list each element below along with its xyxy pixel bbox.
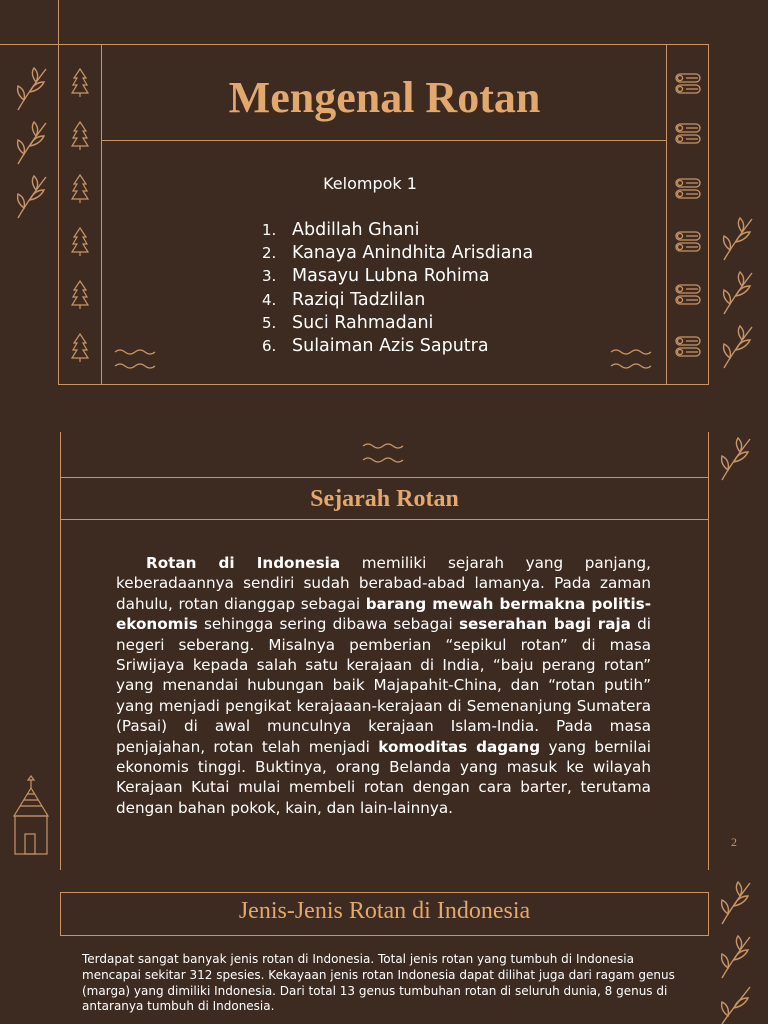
log-pile-icon <box>674 122 704 146</box>
list-item <box>262 289 533 312</box>
leaf-branch-icon <box>720 270 756 316</box>
log-pile-icon <box>674 335 704 359</box>
leaf-branch-icon <box>14 120 50 166</box>
leaf-branch-icon <box>718 934 754 980</box>
leaf-branch-icon <box>14 174 50 220</box>
leaf-branch-icon <box>718 984 754 1024</box>
list-number: 5. <box>262 313 277 332</box>
group-label: Kelompok 1 <box>323 174 417 193</box>
pine-tree-icon <box>70 68 90 98</box>
history-text-part: Rotan di Indonesia <box>146 554 341 572</box>
pine-tree-icon <box>70 174 90 204</box>
history-frame-top <box>60 477 709 478</box>
hut-icon <box>10 774 52 858</box>
pine-tree-icon <box>70 333 90 363</box>
page-title: Mengenal Rotan <box>228 73 541 122</box>
member-name: Raziqi Tadzlilan <box>292 289 426 310</box>
history-text-part: di negeri seberang. Misalnya pemberian “sepikul rotan” di masa Sriwijaya kepada salah satu kerajaan di India, “baju perang rotan” yang menandai hubungan baik Majapahit-China, dan “rotan putih” yang menjadi pengikat kerajaaan-kerajaan di Semenanjung Sumatera (Pasai) di awal munculnya kerajaan Islam-India. Pada masa penjajahan, rotan telah menjadi <box>116 615 651 756</box>
pine-tree-icon <box>70 227 90 257</box>
history-text-part: barang mewah bermakna politis-ekonomis <box>116 594 651 634</box>
leaf-branch-icon <box>718 880 754 926</box>
title-card-border-left <box>58 44 59 385</box>
leaf-branch-icon <box>720 216 756 262</box>
wave-icon <box>362 440 406 466</box>
top-left-corner-frame-h <box>0 44 59 45</box>
list-number: 3. <box>262 267 277 286</box>
list-number: 6. <box>262 337 277 356</box>
log-pile-icon <box>674 283 704 307</box>
types-frame-bottom <box>60 935 709 936</box>
history-paragraph <box>116 553 651 818</box>
list-number: 2. <box>262 244 277 263</box>
leaf-branch-icon <box>720 324 756 370</box>
member-name: Suci Rahmadani <box>292 312 434 333</box>
list-item <box>262 242 533 265</box>
leaf-branch-icon <box>718 436 754 482</box>
wave-icon <box>610 346 654 372</box>
types-frame-top <box>60 892 709 893</box>
history-text-part: seserahan bagi raja <box>458 615 631 634</box>
list-item <box>262 265 533 288</box>
history-text-part: yang bernilai ekonomis tinggi. Buktinya, orang Belanda yang masuk ke wilayah Kerajaan Kutai mulai membeli rotan dengan cara barter, terutama dengan bahan pokok, kain, dan lain-lainnya. <box>116 737 651 817</box>
log-pile-icon <box>674 230 704 254</box>
history-text-part: sehingga sering dibawa sebagai <box>197 615 459 634</box>
title-card-border-bottom <box>58 384 709 385</box>
title-divider <box>101 140 667 141</box>
history-heading: Sejarah Rotan <box>310 486 459 512</box>
history-frame-right <box>708 432 709 870</box>
title-card-border-right <box>708 44 709 385</box>
types-frame-right <box>708 892 709 936</box>
list-item <box>262 219 533 242</box>
history-heading-divider <box>60 519 709 520</box>
list-number: 1. <box>262 221 277 239</box>
history-text-part: komoditas dagang <box>378 737 541 756</box>
log-pile-icon <box>674 72 704 96</box>
title-card-border-top <box>58 44 709 45</box>
pine-tree-icon <box>70 280 90 310</box>
list-item <box>262 335 533 358</box>
log-pile-icon <box>674 177 704 201</box>
pine-tree-icon <box>70 121 90 151</box>
member-name: Masayu Lubna Rohima <box>292 266 490 287</box>
types-heading: Jenis-Jenis Rotan di Indonesia <box>238 898 531 924</box>
types-frame-left <box>60 892 61 936</box>
leaf-branch-icon <box>14 66 50 112</box>
top-left-corner-frame-v <box>58 0 59 44</box>
member-name: Kanaya Anindhita Arisdiana <box>292 243 534 264</box>
types-paragraph: Terdapat sangat banyak jenis rotan di Indonesia. Total jenis rotan yang tumbuh di Indonesia mencapai sekitar 312 spesies. Kekayaan jenis rotan Indonesia dapat dilihat juga dari ragam genus (marga) yang dimiliki Indonesia. Dari total 13 genus tumbuhan rotan di seluruh dunia, 8 genus di antaranya tumbuh di Indonesia. <box>82 952 675 1014</box>
member-list <box>262 219 533 358</box>
list-number: 4. <box>262 290 277 309</box>
wave-icon <box>114 346 158 372</box>
page-number: 2 <box>731 835 737 849</box>
member-name: Sulaiman Azis Saputra <box>292 336 489 357</box>
member-name: Abdillah Ghani <box>292 220 420 240</box>
list-item <box>262 312 533 335</box>
history-text-part: memiliki sejarah yang panjang, keberadaannya sendiri sudah berabad-abad lamanya. Pada zaman dahulu, rotan dianggap sebagai <box>116 554 651 613</box>
history-frame-left <box>60 432 61 870</box>
